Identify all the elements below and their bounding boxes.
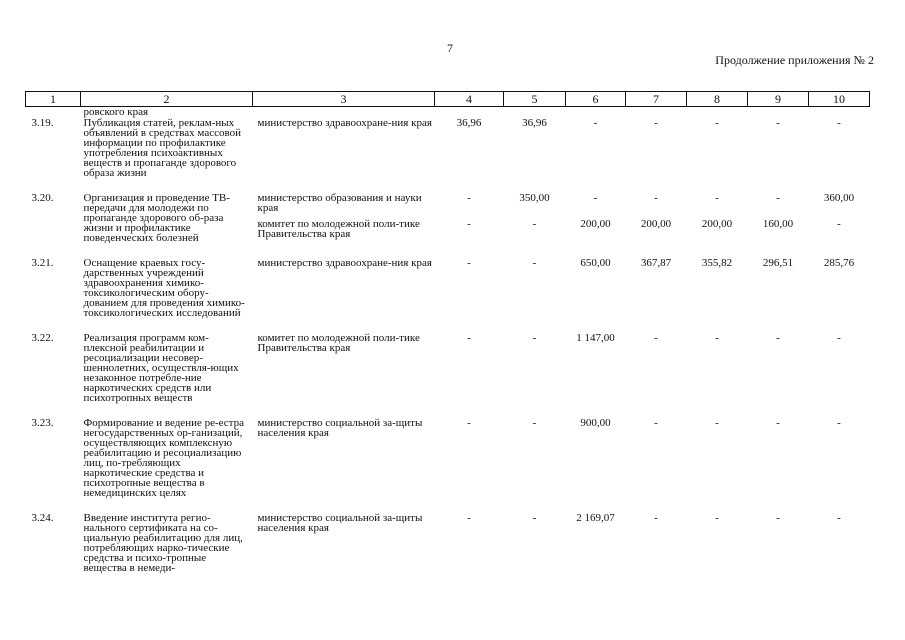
funding-value: - bbox=[593, 117, 598, 129]
funding-value: - bbox=[776, 192, 780, 204]
row-number: 3.19. bbox=[31, 117, 54, 129]
funding-value: - bbox=[467, 192, 471, 204]
value-cell-col-4 bbox=[435, 417, 504, 512]
funding-value: 900,00 bbox=[580, 417, 611, 429]
funding-value: - bbox=[467, 218, 471, 230]
funding-value: - bbox=[837, 332, 841, 344]
column-header-5: 5 bbox=[504, 92, 566, 107]
executor-name: комитет по молодежной поли-тике Правительства края bbox=[257, 218, 420, 240]
funding-value: - bbox=[532, 218, 537, 230]
row-number: 3.21. bbox=[31, 257, 54, 269]
value-cell-col-4 bbox=[435, 192, 504, 257]
executor-cell bbox=[253, 417, 435, 512]
table-row bbox=[26, 192, 870, 257]
funding-value: 650,00 bbox=[580, 257, 611, 269]
table-body bbox=[26, 107, 870, 588]
funding-value: 367,87 bbox=[640, 257, 672, 269]
funding-value: - bbox=[654, 192, 658, 204]
value-cell-col-9 bbox=[748, 417, 809, 512]
funding-value: - bbox=[776, 417, 780, 429]
executor-name: министерство здравоохране-ния края bbox=[257, 257, 432, 269]
funding-value: - bbox=[837, 117, 841, 129]
funding-value: - bbox=[715, 417, 719, 429]
value-cell-col-10 bbox=[809, 257, 870, 332]
value-cell-col-5 bbox=[504, 417, 566, 512]
value-cell-col-5 bbox=[504, 192, 566, 257]
value-cell-col-7 bbox=[626, 332, 687, 417]
table-row bbox=[26, 332, 870, 417]
value-cell-col-9 bbox=[748, 192, 809, 257]
value-cell-col-8 bbox=[687, 417, 748, 512]
measure-title: Формирование и ведение ре-естра негосударственных ор-ганизаций, осуществляющих комплексную реабилитацию и ресоциализацию лиц, по-требляющих наркотические средства и психотропные вещества в немедицинских целях bbox=[83, 417, 245, 499]
value-cell-col-5 bbox=[504, 512, 566, 587]
program-measures-table bbox=[25, 91, 870, 587]
funding-value: - bbox=[532, 417, 537, 429]
value-cell-col-10 bbox=[809, 417, 870, 512]
table-row bbox=[26, 117, 870, 192]
value-cell-col-7 bbox=[626, 417, 687, 512]
funding-value: - bbox=[654, 512, 658, 524]
funding-value: - bbox=[467, 417, 471, 429]
funding-value: - bbox=[593, 192, 598, 204]
funding-value: 200,00 bbox=[580, 218, 611, 230]
funding-value: - bbox=[715, 332, 719, 344]
table-row bbox=[26, 512, 870, 587]
funding-value: 360,00 bbox=[823, 192, 855, 204]
column-header-10: 10 bbox=[809, 92, 870, 107]
value-cell-col-9 bbox=[748, 257, 809, 332]
carry-over-number-cell bbox=[26, 107, 81, 118]
value-cell-col-5 bbox=[504, 117, 566, 192]
value-cell-col-9 bbox=[748, 512, 809, 587]
funding-value: 36,96 bbox=[456, 117, 482, 129]
funding-value: - bbox=[837, 417, 841, 429]
executor-cell bbox=[253, 257, 435, 332]
row-number: 3.22. bbox=[31, 332, 54, 344]
funding-value: 285,76 bbox=[823, 257, 855, 269]
table-header-row bbox=[26, 92, 870, 107]
value-cell-col-10 bbox=[809, 117, 870, 192]
funding-value: - bbox=[715, 192, 719, 204]
executor-cell bbox=[253, 192, 435, 257]
carry-over-text: ровского края bbox=[83, 106, 149, 118]
carry-over-row bbox=[26, 107, 870, 118]
value-cell-col-6 bbox=[566, 332, 626, 417]
funding-value: 200,00 bbox=[640, 218, 672, 230]
measure-title: Оснащение краевых госу-дарственных учреждений здравоохранения химико-токсикологическим обору-дованием для проведения химико-токсикологических исследований bbox=[83, 257, 245, 319]
column-header-7: 7 bbox=[626, 92, 687, 107]
value-cell-col-8 bbox=[687, 192, 748, 257]
measure-title: Реализация программ ком-плексной реабилитации и ресоциализации несовер-шеннолетних, осуществля-ющих незаконное потребле-ние наркотических средств или психотропных веществ bbox=[83, 332, 239, 404]
value-cell-col-10 bbox=[809, 332, 870, 417]
table-row bbox=[26, 257, 870, 332]
value-cell-col-9 bbox=[748, 332, 809, 417]
funding-value: - bbox=[654, 417, 658, 429]
executor-name: министерство образования и науки края bbox=[257, 192, 422, 214]
funding-value: - bbox=[715, 117, 719, 129]
funding-value: - bbox=[532, 332, 537, 344]
funding-value: - bbox=[837, 512, 841, 524]
value-cell-col-7 bbox=[626, 192, 687, 257]
measure-title: Публикация статей, реклам-ных объявлений в средствах массовой информации по профилактике употребления психоактивных веществ и пропаганде здорового образа жизни bbox=[83, 117, 241, 179]
funding-value: - bbox=[467, 257, 471, 269]
value-cell-col-6 bbox=[566, 512, 626, 587]
funding-value: - bbox=[715, 512, 719, 524]
value-cell-col-4 bbox=[435, 332, 504, 417]
page-number: 7 bbox=[447, 41, 453, 55]
funding-value: 2 169,07 bbox=[576, 512, 615, 524]
value-cell-col-4 bbox=[435, 512, 504, 587]
value-cell-col-10 bbox=[809, 512, 870, 587]
executor-name: министерство социальной за-щиты населения края bbox=[257, 417, 423, 439]
appendix-continuation-label: Продолжение приложения № 2 bbox=[715, 53, 874, 67]
funding-value: - bbox=[776, 117, 780, 129]
funding-value: 200,00 bbox=[701, 218, 733, 230]
funding-value: - bbox=[532, 512, 537, 524]
value-cell-col-5 bbox=[504, 257, 566, 332]
value-cell-col-9 bbox=[748, 117, 809, 192]
column-header-9: 9 bbox=[748, 92, 809, 107]
executor-cell bbox=[253, 332, 435, 417]
funding-value: - bbox=[776, 512, 780, 524]
executor-name: министерство здравоохране-ния края bbox=[257, 117, 432, 129]
column-header-6: 6 bbox=[566, 92, 626, 107]
value-cell-col-6 bbox=[566, 192, 626, 257]
funding-value: 355,82 bbox=[701, 257, 733, 269]
table-row bbox=[26, 417, 870, 512]
funding-value: 296,51 bbox=[762, 257, 794, 269]
funding-value: - bbox=[467, 332, 471, 344]
column-header-1: 1 bbox=[26, 92, 81, 107]
funding-value: 1 147,00 bbox=[576, 332, 615, 344]
value-cell-col-8 bbox=[687, 117, 748, 192]
value-cell-col-7 bbox=[626, 512, 687, 587]
funding-value: - bbox=[467, 512, 471, 524]
value-cell-col-4 bbox=[435, 117, 504, 192]
funding-value: - bbox=[654, 117, 658, 129]
funding-value: 350,00 bbox=[519, 192, 550, 204]
funding-value: - bbox=[837, 218, 841, 230]
value-cell-col-4 bbox=[435, 257, 504, 332]
funding-value: - bbox=[532, 257, 537, 269]
row-number: 3.23. bbox=[31, 417, 54, 429]
row-number: 3.20. bbox=[31, 192, 54, 204]
value-cell-col-7 bbox=[626, 257, 687, 332]
funding-value: - bbox=[776, 332, 780, 344]
value-cell-col-6 bbox=[566, 117, 626, 192]
executor-cell bbox=[253, 512, 435, 587]
funding-value: 160,00 bbox=[762, 218, 794, 230]
value-cell-col-8 bbox=[687, 257, 748, 332]
value-cell-col-6 bbox=[566, 257, 626, 332]
value-cell-col-6 bbox=[566, 417, 626, 512]
column-header-3: 3 bbox=[253, 92, 435, 107]
value-cell-col-5 bbox=[504, 332, 566, 417]
column-header-4: 4 bbox=[435, 92, 504, 107]
value-cell-col-8 bbox=[687, 332, 748, 417]
measure-title: Организация и проведение ТВ-передачи для молодежи по пропаганде здорового об-раза жизни и профилактике поведенческих болезней bbox=[83, 192, 230, 244]
value-cell-col-7 bbox=[626, 117, 687, 192]
column-header-8: 8 bbox=[687, 92, 748, 107]
funding-value: 36,96 bbox=[522, 117, 547, 129]
column-header-2: 2 bbox=[81, 92, 253, 107]
value-cell-col-8 bbox=[687, 512, 748, 587]
funding-value: - bbox=[654, 332, 658, 344]
value-cell-col-10 bbox=[809, 192, 870, 257]
measure-title: Введение института регио-нального сертификата на со-циальную реабилитацию для лиц, потребляющих нарко-тические средства и психо-тропные вещества в немеди- bbox=[83, 512, 243, 574]
executor-name: комитет по молодежной поли-тике Правительства края bbox=[257, 332, 420, 354]
row-number: 3.24. bbox=[31, 512, 54, 524]
executor-name: министерство социальной за-щиты населения края bbox=[257, 512, 423, 534]
executor-cell bbox=[253, 117, 435, 192]
